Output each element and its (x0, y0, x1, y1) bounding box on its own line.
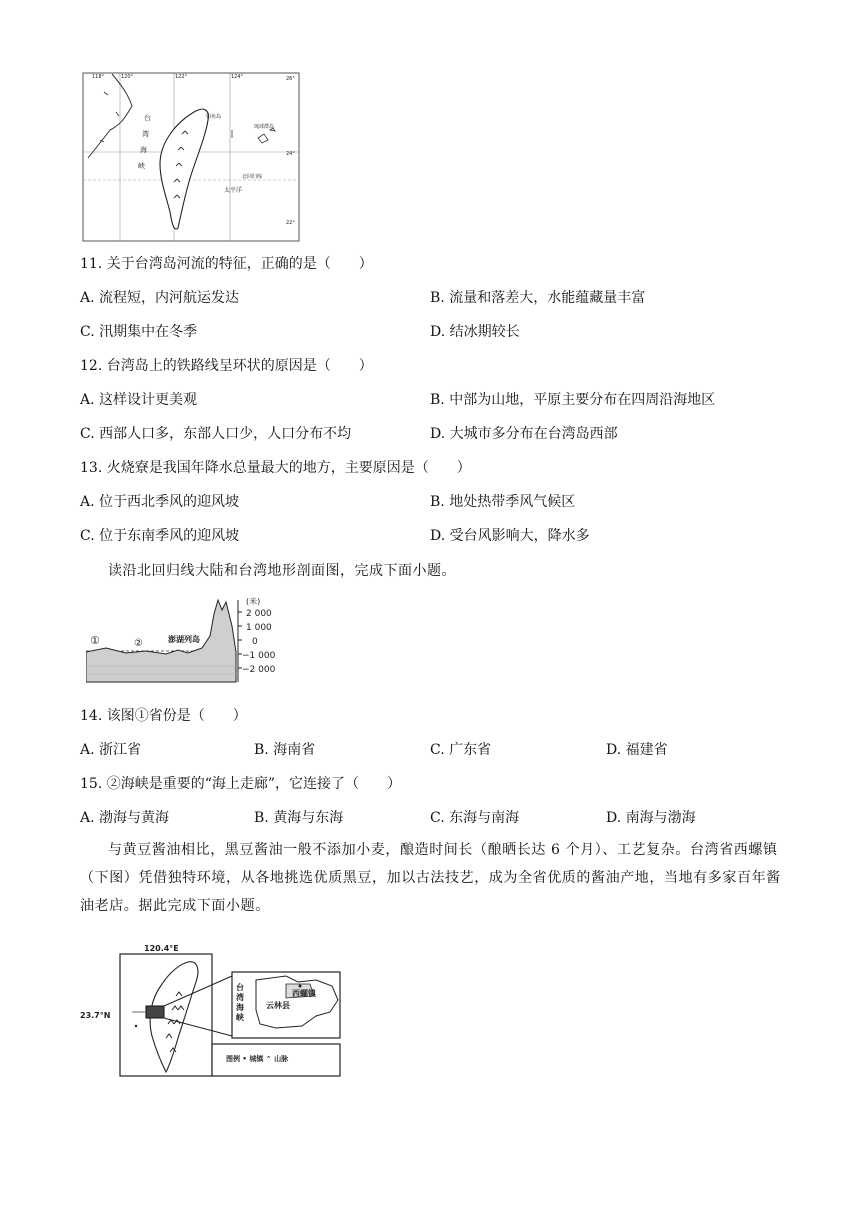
question-14-option-a[interactable]: A. 浙江省 (80, 742, 142, 758)
profile-unit: (米) (246, 597, 261, 606)
map-legend: 图例 • 城镇 ⌃ 山脉 (226, 1055, 289, 1063)
question-13-option-c[interactable]: C. 位于东南季风的迎风坡 (80, 528, 240, 544)
question-14-option-c[interactable]: C. 广东省 (430, 742, 492, 758)
question-11-option-d[interactable]: D. 结冰期较长 (430, 324, 520, 340)
lat-label-24: 24° (286, 151, 295, 157)
question-14-stem: 14. 该图①省份是（ ） (80, 708, 247, 724)
strait-char-2: 湾 (142, 130, 149, 138)
ryukyu-label: 琉球群岛 (254, 124, 275, 130)
question-13-stem: 13. 火烧寮是我国年降水总量最大的地方，主要原因是（ ） (80, 460, 471, 476)
lon-label-118: 118° (92, 74, 105, 80)
inset-strait-char-3: 海 (236, 1003, 244, 1012)
tropic-label: 北回归线 (242, 174, 263, 180)
profile-tick-neg2000: −2 000 (242, 665, 276, 675)
lat-label-26: 26° (286, 76, 295, 82)
question-11-option-b[interactable]: B. 流量和落差大，水能蕴藏量丰富 (430, 290, 646, 306)
lat-label-22: 22° (286, 220, 295, 226)
strait-char-4: 峡 (138, 162, 145, 170)
question-15-option-d[interactable]: D. 南海与渤海 (606, 810, 696, 826)
xiluo-town-label: 西螺镇 (292, 989, 316, 998)
profile-marker-2: ② (134, 638, 143, 649)
question-12-stem: 12. 台湾岛上的铁路线呈环状的原因是（ ） (80, 358, 373, 374)
profile-tick-neg1000: −1 000 (242, 651, 276, 661)
xiluo-map (80, 940, 348, 1080)
question-13-option-a[interactable]: A. 位于西北季风的迎风坡 (80, 494, 240, 510)
question-12-option-c[interactable]: C. 西部人口多，东部人口少，人口分布不均 (80, 426, 352, 442)
question-13-option-b[interactable]: B. 地处热带季风气候区 (430, 494, 576, 510)
terrain-profile (86, 596, 292, 686)
pacific-label: 太平洋 (224, 187, 243, 194)
question-11-option-a[interactable]: A. 流程短，内河航运发达 (80, 290, 240, 306)
profile-tick-0: 0 (252, 637, 258, 647)
question-14-option-d[interactable]: D. 福建省 (606, 742, 668, 758)
lon-label-120: 120° (121, 74, 134, 80)
inset-strait-char-1: 台 (236, 983, 244, 992)
question-15-option-b[interactable]: B. 黄海与东海 (254, 810, 344, 826)
strait-char-1: 台 (144, 114, 151, 122)
profile-tick-2000: 2 000 (246, 609, 272, 619)
inset-strait-char-4: 峡 (236, 1013, 244, 1022)
inset-strait-char-2: 湾 (236, 993, 244, 1002)
question-12-option-d[interactable]: D. 大城市多分布在台湾岛西部 (430, 426, 618, 442)
question-15-stem: 15. ②海峡是重要的“海上走廊”，它连接了（ ） (80, 776, 402, 792)
lat-label-23-7: 23.7°N (80, 1011, 111, 1020)
lon-label-122: 122° (175, 74, 188, 80)
diaoyu-label: 钓鱼岛 (206, 114, 222, 120)
question-15-option-a[interactable]: A. 渤海与黄海 (80, 810, 170, 826)
penghu-label: 澎湖列岛 (168, 635, 200, 644)
soy-sauce-paragraph: 与黄豆酱油相比，黑豆酱油一般不添加小麦，酿造时间长（酿晒长达 6 个月）、工艺复杂。台湾省西螺镇（下图）凭借独特环境，从各地挑选优质黑豆，加以古法技艺，成为全省优质的酱油产地，当地有多家百年酱油老店。据此完成下面小题。 (80, 842, 781, 914)
question-12-option-a[interactable]: A. 这样设计更美观 (80, 392, 198, 408)
question-14-option-b[interactable]: B. 海南省 (254, 742, 316, 758)
question-11-stem: 11. 关于台湾岛河流的特征，正确的是（ ） (80, 256, 373, 272)
question-13-option-d[interactable]: D. 受台风影响大，降水多 (430, 528, 590, 544)
question-15-option-c[interactable]: C. 东海与南海 (430, 810, 520, 826)
profile-marker-1: ① (90, 634, 100, 647)
taiwan-map (82, 72, 300, 242)
yunlin-county-label: 云林县 (266, 1001, 290, 1010)
question-11-option-c[interactable]: C. 汛期集中在冬季 (80, 324, 198, 340)
profile-tick-1000: 1 000 (246, 623, 272, 633)
lon-label-124: 124° (231, 74, 244, 80)
profile-intro: 读沿北回归线大陆和台湾地形剖面图，完成下面小题。 (108, 563, 456, 579)
lon-label-120-4: 120.4°E (144, 944, 179, 953)
question-12-option-b[interactable]: B. 中部为山地，平原主要分布在四周沿海地区 (430, 392, 716, 408)
strait-char-3: 海 (140, 146, 147, 154)
